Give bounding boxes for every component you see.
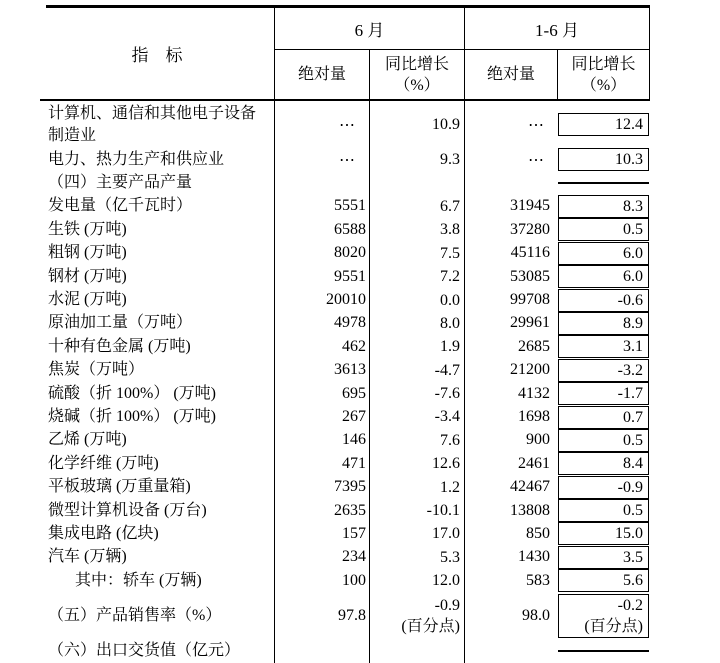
june-growth-value: -10.1 bbox=[426, 502, 460, 520]
june-absolute-cell: 267 bbox=[275, 405, 370, 428]
row-label: （四）主要产品产量 bbox=[48, 174, 193, 192]
june-absolute-cell bbox=[275, 639, 370, 662]
row-label-cell bbox=[40, 148, 275, 171]
june-growth-cell bbox=[370, 452, 465, 475]
june-absolute-cell: 97.8 bbox=[275, 592, 370, 639]
row-label-cell bbox=[40, 312, 275, 335]
header-label: 绝对量 bbox=[297, 66, 346, 83]
june-growth-value: 7.5 bbox=[440, 244, 460, 262]
janjune-growth-cell bbox=[558, 382, 650, 405]
june-growth-value: 7.2 bbox=[440, 268, 460, 286]
janjune-growth-box bbox=[558, 476, 649, 499]
june-growth-cell bbox=[370, 218, 465, 241]
janjune-growth-box bbox=[558, 382, 649, 405]
header-period-groups bbox=[275, 8, 649, 50]
june-growth-value: 7.6 bbox=[440, 431, 460, 449]
janjune-growth-box bbox=[558, 182, 649, 184]
june-absolute-cell: 9551 bbox=[275, 265, 370, 288]
janjune-growth-box bbox=[558, 569, 649, 592]
table-row bbox=[40, 195, 650, 218]
june-growth-value: 0.0 bbox=[440, 291, 460, 309]
janjune-growth-cell bbox=[558, 522, 650, 545]
row-label-cell bbox=[40, 569, 275, 592]
janjune-growth-value: 15.0 bbox=[615, 525, 643, 543]
row-label: 集成电路 (亿块) bbox=[48, 524, 159, 542]
june-growth-value: 1.2 bbox=[440, 478, 460, 496]
header-june-growth bbox=[370, 50, 465, 99]
table-row bbox=[40, 592, 650, 639]
june-growth-value: 10.9 bbox=[432, 116, 460, 133]
janjune-growth-value: 8.9 bbox=[623, 314, 643, 332]
janjune-absolute-cell: 4132 bbox=[518, 384, 550, 402]
janjune-growth-cell bbox=[558, 405, 650, 428]
janjune-absolute-cell bbox=[465, 639, 558, 662]
june-growth-cell bbox=[370, 522, 465, 545]
june-growth-value: 12.0 bbox=[432, 572, 460, 590]
janjune-growth-value: 5.6 bbox=[623, 572, 643, 590]
row-label-cell bbox=[40, 546, 275, 569]
row-label-cell bbox=[40, 335, 275, 358]
row-label-cell bbox=[40, 592, 275, 639]
janjune-growth-cell bbox=[558, 429, 650, 452]
row-label: 其中：轿车 (万辆) bbox=[75, 571, 202, 589]
table-row bbox=[40, 101, 650, 148]
table-row bbox=[40, 569, 650, 592]
janjune-growth-value: -0.9 bbox=[617, 478, 643, 496]
june-growth-value: 8.0 bbox=[440, 314, 460, 332]
header-label-line2: （%） bbox=[580, 76, 627, 94]
table-row bbox=[40, 546, 650, 569]
janjune-growth-box bbox=[558, 429, 649, 452]
row-label: 烧碱（折 100%） (万吨) bbox=[48, 407, 216, 425]
june-absolute-cell bbox=[275, 171, 370, 194]
janjune-growth-box bbox=[558, 242, 649, 265]
janjune-absolute-cell: 98.0 bbox=[522, 606, 550, 624]
row-label: 乙烯 (万吨) bbox=[48, 431, 127, 449]
row-label-cell bbox=[40, 382, 275, 405]
row-label-cell bbox=[40, 195, 275, 218]
row-label: 焦炭（万吨） bbox=[48, 361, 145, 379]
janjune-absolute-cell bbox=[465, 171, 558, 194]
header-label-line1: 同比增长 bbox=[571, 55, 636, 73]
janjune-growth-value: 6.0 bbox=[623, 244, 643, 262]
janjune-growth-box bbox=[558, 522, 649, 545]
janjune-growth-value: 6.0 bbox=[623, 268, 643, 286]
janjune-growth-value: 0.5 bbox=[623, 431, 643, 449]
janjune-absolute-cell: 850 bbox=[526, 524, 550, 542]
janjune-growth-cell bbox=[558, 148, 650, 171]
row-label-cell bbox=[40, 218, 275, 241]
row-label: 计算机、通信和其他电子设备 bbox=[48, 104, 257, 122]
june-growth-value: -4.7 bbox=[434, 361, 460, 379]
row-label-cell bbox=[40, 265, 275, 288]
june-growth-value: -3.4 bbox=[434, 408, 460, 426]
june-growth-value: 9.3 bbox=[440, 151, 460, 169]
june-growth-cell bbox=[370, 195, 465, 218]
janjune-absolute-cell: 583 bbox=[526, 571, 550, 589]
june-growth-value: 5.3 bbox=[440, 548, 460, 566]
june-growth-cell bbox=[370, 499, 465, 522]
row-label-cell bbox=[40, 499, 275, 522]
june-absolute-cell: 146 bbox=[275, 429, 370, 452]
june-growth-value: -7.6 bbox=[434, 385, 460, 403]
table-row bbox=[40, 452, 650, 475]
row-label: 水泥 (万吨) bbox=[48, 291, 127, 309]
june-growth-value: 1.9 bbox=[440, 338, 460, 356]
row-label: 化学纤维 (万吨) bbox=[48, 454, 159, 472]
janjune-absolute-cell: 37280 bbox=[510, 220, 550, 238]
june-growth-cell bbox=[370, 475, 465, 498]
janjune-growth-cell bbox=[558, 592, 650, 639]
row-label: 钢材 (万吨) bbox=[48, 267, 127, 285]
janjune-growth-value: -3.2 bbox=[617, 361, 643, 379]
table-row bbox=[40, 312, 650, 335]
table-row bbox=[40, 171, 650, 194]
janjune-growth-value: 12.4 bbox=[615, 116, 643, 133]
janjune-growth-value: 8.3 bbox=[623, 197, 643, 215]
row-label: 微型计算机设备 (万台) bbox=[48, 501, 207, 519]
row-label-cell bbox=[40, 429, 275, 452]
janjune-growth-cell bbox=[558, 335, 650, 358]
janjune-absolute-cell: 99708 bbox=[510, 291, 550, 309]
janjune-growth-value: -0.6 bbox=[617, 291, 643, 309]
june-absolute-cell: 100 bbox=[275, 569, 370, 592]
june-growth-cell bbox=[370, 148, 465, 171]
table-row bbox=[40, 288, 650, 311]
june-absolute-cell: 234 bbox=[275, 546, 370, 569]
header-label-line1: 同比增长 bbox=[384, 55, 449, 73]
janjune-absolute-cell: ⋯ bbox=[528, 151, 544, 169]
june-growth-cell bbox=[370, 312, 465, 335]
row-label-line2: 制造业 bbox=[48, 126, 97, 144]
table-row bbox=[40, 639, 650, 662]
june-growth-cell bbox=[370, 382, 465, 405]
janjune-growth-value: 3.5 bbox=[623, 548, 643, 566]
row-label: （五）产品销售率（%） bbox=[48, 606, 222, 624]
row-label: 硫酸（折 100%） (万吨) bbox=[48, 384, 216, 402]
june-growth-value: -0.9 bbox=[434, 596, 460, 614]
janjune-growth-box bbox=[558, 335, 649, 358]
janjune-growth-value: 3.1 bbox=[623, 338, 643, 356]
janjune-growth-box bbox=[558, 650, 649, 652]
june-growth-value: 3.8 bbox=[440, 221, 460, 239]
indicators-table bbox=[40, 5, 650, 663]
janjune-growth-cell bbox=[558, 288, 650, 311]
row-label: 粗钢 (万吨) bbox=[48, 244, 127, 262]
row-label: 十种有色金属 (万吨) bbox=[48, 337, 191, 355]
june-growth-cell bbox=[370, 335, 465, 358]
janjune-growth-cell bbox=[558, 475, 650, 498]
janjune-absolute-cell: 42467 bbox=[510, 478, 550, 496]
header-group-june: 6 月 bbox=[275, 8, 465, 49]
janjune-growth-cell bbox=[558, 569, 650, 592]
row-label-cell bbox=[40, 171, 275, 194]
row-label: 电力、热力生产和供应业 bbox=[48, 150, 225, 168]
janjune-growth-box bbox=[558, 218, 649, 241]
june-growth-cell bbox=[370, 101, 465, 148]
header-janjune-absolute bbox=[465, 50, 558, 99]
june-growth-cell bbox=[370, 569, 465, 592]
header-right-section bbox=[275, 8, 649, 99]
janjune-growth-cell bbox=[558, 195, 650, 218]
janjune-absolute-cell: 900 bbox=[526, 431, 550, 449]
janjune-absolute-cell: 29961 bbox=[510, 314, 550, 332]
june-absolute-cell: 462 bbox=[275, 335, 370, 358]
janjune-growth-box bbox=[558, 452, 649, 475]
june-absolute-cell: ⋯ bbox=[275, 148, 370, 171]
table-row bbox=[40, 475, 650, 498]
header-group-jan-june: 1-6 月 bbox=[535, 21, 579, 40]
janjune-growth-cell bbox=[558, 546, 650, 569]
janjune-growth-cell bbox=[558, 312, 650, 335]
janjune-growth-note: (百分点) bbox=[584, 617, 643, 635]
janjune-growth-value: -1.7 bbox=[617, 385, 643, 403]
janjune-growth-cell bbox=[558, 639, 650, 662]
row-label-cell bbox=[40, 475, 275, 498]
table-row bbox=[40, 242, 650, 265]
janjune-growth-cell bbox=[558, 499, 650, 522]
janjune-growth-value: 10.3 bbox=[615, 151, 643, 169]
janjune-growth-cell bbox=[558, 218, 650, 241]
janjune-absolute-cell: 53085 bbox=[510, 267, 550, 285]
table-row bbox=[40, 148, 650, 171]
row-label-cell bbox=[40, 101, 275, 148]
janjune-absolute-cell: 2685 bbox=[518, 337, 550, 355]
janjune-growth-box bbox=[558, 499, 649, 522]
june-absolute-cell: 20010 bbox=[275, 288, 370, 311]
june-growth-cell bbox=[370, 265, 465, 288]
row-label-cell bbox=[40, 405, 275, 428]
june-absolute-cell: 695 bbox=[275, 382, 370, 405]
june-growth-note: (百分点) bbox=[401, 617, 460, 635]
janjune-growth-box bbox=[558, 546, 649, 569]
june-absolute-cell: 2635 bbox=[275, 499, 370, 522]
june-growth-cell bbox=[370, 171, 465, 194]
janjune-growth-value: 0.7 bbox=[623, 408, 643, 426]
janjune-growth-cell bbox=[558, 452, 650, 475]
table-row bbox=[40, 335, 650, 358]
june-absolute-cell: 7395 bbox=[275, 475, 370, 498]
table-row bbox=[40, 382, 650, 405]
janjune-growth-cell bbox=[558, 242, 650, 265]
june-absolute-cell: 471 bbox=[275, 452, 370, 475]
janjune-growth-box bbox=[558, 113, 649, 136]
table-row bbox=[40, 429, 650, 452]
janjune-absolute-cell: 45116 bbox=[510, 244, 550, 262]
janjune-growth-box bbox=[558, 594, 649, 638]
june-growth-value: 12.6 bbox=[432, 455, 460, 473]
table-row bbox=[40, 522, 650, 545]
header-indicator: 指 标 bbox=[40, 8, 275, 99]
row-label-cell bbox=[40, 288, 275, 311]
janjune-growth-value: 8.4 bbox=[623, 455, 643, 473]
table-row bbox=[40, 265, 650, 288]
janjune-growth-box bbox=[558, 148, 649, 171]
table-header bbox=[40, 8, 650, 101]
header-june-absolute bbox=[275, 50, 370, 99]
janjune-growth-box bbox=[558, 289, 649, 312]
header-sub-columns bbox=[275, 50, 649, 99]
row-label-cell bbox=[40, 639, 275, 662]
janjune-growth-box bbox=[558, 195, 649, 218]
row-label: （六）出口交货值（亿元） bbox=[48, 642, 241, 660]
table-row bbox=[40, 359, 650, 382]
june-absolute-cell: 5551 bbox=[275, 195, 370, 218]
janjune-growth-value: 0.5 bbox=[623, 221, 643, 239]
june-growth-cell bbox=[370, 359, 465, 382]
header-janjune-growth bbox=[558, 50, 649, 99]
row-label-cell bbox=[40, 359, 275, 382]
janjune-absolute-cell: 1698 bbox=[518, 407, 550, 425]
table-row bbox=[40, 218, 650, 241]
janjune-absolute-cell: 1430 bbox=[518, 548, 550, 566]
janjune-absolute-cell: 2461 bbox=[518, 454, 550, 472]
janjune-growth-box bbox=[558, 406, 649, 429]
janjune-absolute-cell: ⋯ bbox=[528, 116, 544, 134]
june-growth-cell bbox=[370, 546, 465, 569]
janjune-growth-box bbox=[558, 359, 649, 382]
june-absolute-cell: 6588 bbox=[275, 218, 370, 241]
janjune-growth-cell bbox=[558, 265, 650, 288]
janjune-growth-cell bbox=[558, 359, 650, 382]
june-growth-cell bbox=[370, 592, 465, 639]
row-label-cell bbox=[40, 522, 275, 545]
janjune-growth-cell bbox=[558, 101, 650, 148]
june-growth-cell bbox=[370, 242, 465, 265]
janjune-growth-cell bbox=[558, 171, 650, 194]
june-absolute-cell: 3613 bbox=[275, 359, 370, 382]
june-absolute-cell: 157 bbox=[275, 522, 370, 545]
june-absolute-cell: 4978 bbox=[275, 312, 370, 335]
janjune-growth-value: 0.5 bbox=[623, 502, 643, 520]
header-label-line2: （%） bbox=[394, 76, 440, 94]
june-growth-value: 17.0 bbox=[432, 525, 460, 543]
row-label: 生铁 (万吨) bbox=[48, 220, 127, 238]
june-growth-cell bbox=[370, 429, 465, 452]
janjune-absolute-cell: 21200 bbox=[510, 361, 550, 379]
june-absolute-cell: 8020 bbox=[275, 242, 370, 265]
row-label: 原油加工量（万吨） bbox=[48, 314, 193, 332]
janjune-absolute-cell: 13808 bbox=[510, 501, 550, 519]
header-label: 绝对量 bbox=[486, 66, 535, 83]
janjune-absolute-cell: 31945 bbox=[510, 197, 550, 215]
june-absolute-cell: ⋯ bbox=[275, 101, 370, 148]
table-body bbox=[40, 101, 650, 663]
row-label: 汽车 (万辆) bbox=[48, 548, 127, 566]
janjune-growth-box bbox=[558, 312, 649, 335]
table-row bbox=[40, 499, 650, 522]
janjune-growth-box bbox=[558, 265, 649, 288]
row-label: 发电量（亿千瓦时） bbox=[48, 197, 193, 215]
row-label-cell bbox=[40, 452, 275, 475]
table-row bbox=[40, 405, 650, 428]
row-label: 平板玻璃 (万重量箱) bbox=[48, 478, 191, 496]
row-label-cell bbox=[40, 242, 275, 265]
june-growth-cell bbox=[370, 288, 465, 311]
janjune-growth-value: -0.2 bbox=[617, 596, 643, 614]
june-growth-cell bbox=[370, 405, 465, 428]
june-growth-value: 6.7 bbox=[440, 197, 460, 215]
june-growth-cell bbox=[370, 639, 465, 662]
